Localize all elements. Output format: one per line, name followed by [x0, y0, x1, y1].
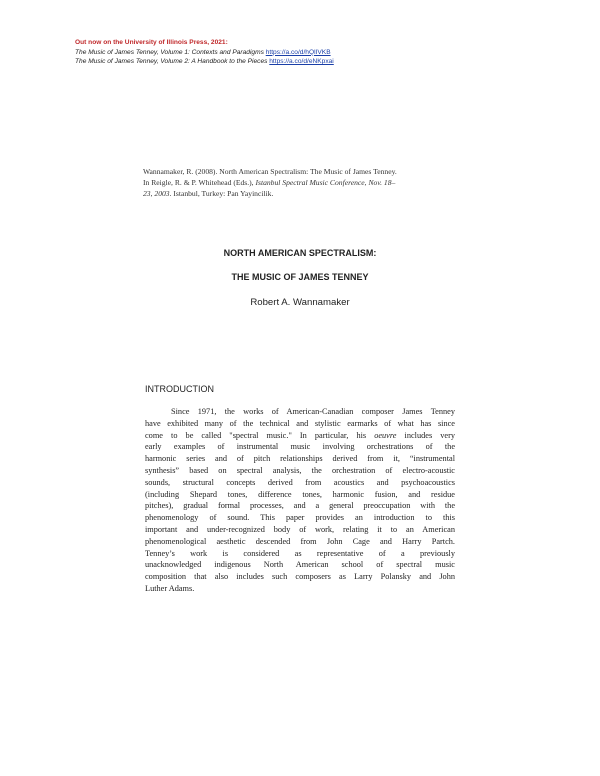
paragraph-line: harmonic series and of pitch relationships derived from it, “instrumental	[145, 454, 455, 464]
paragraph-line: phenomenology of sound. This paper provides an introduction to this	[145, 513, 455, 523]
paragraph-line: important and under-recognized body of work, relating it to an American	[145, 524, 455, 534]
section-heading: INTRODUCTION	[145, 384, 214, 394]
banner-line-volume-2	[75, 57, 334, 67]
volume-1-title: The Music of James Tenney, Volume 1: Contexts and Paradigms	[75, 48, 264, 56]
paragraph-line: unacknowledged indigenous North American school of spectral music	[145, 560, 455, 570]
paragraph-line: synthesis” based on spectral analysis, the orchestration of electro-acoustic	[145, 465, 455, 475]
paragraph-line	[145, 430, 455, 442]
paragraph-line: Tenney’s work is considered as representative of a previously	[145, 548, 455, 558]
volume-2-title: The Music of James Tenney, Volume 2: A Handbook to the Pieces	[75, 58, 268, 65]
paragraph-line: pitches), gradual formal processes, and a general preoccupation with the	[145, 501, 455, 511]
banner-line-volume-1	[75, 48, 334, 58]
paper-title-line-2: THE MUSIC OF JAMES TENNEY	[231, 272, 369, 282]
promo-banner	[75, 38, 334, 67]
paragraph-line: early examples of instrumental music involving orchestrations of the	[145, 442, 455, 452]
paragraph-line: composition that also includes such composers as Larry Polansky and John	[145, 572, 455, 582]
paragraph-line-end: includes very	[396, 430, 455, 440]
paragraph-line-start: come to be called "spectral music." In particular, his	[145, 430, 367, 440]
citation-line: Wannamaker, R. (2008). North American Spectralism: The Music of James Tenney.	[143, 167, 397, 176]
citation-publisher: . Istanbul, Turkey: Pan Yayincilik.	[169, 189, 274, 198]
citation-line	[143, 177, 461, 188]
paragraph-line: Since 1971, the works of American-Canadian composer James Tenney	[171, 407, 455, 416]
author-name: Robert A. Wannamaker	[250, 297, 350, 308]
citation-editors: In Reigle, R. & P. Whitehead (Eds.),	[143, 178, 256, 187]
citation-line	[143, 188, 461, 199]
introduction-paragraph	[145, 406, 455, 595]
paragraph-line: Luther Adams.	[145, 583, 195, 593]
oeuvre-word: oeuvre	[374, 430, 397, 440]
volume-1-link[interactable]: https://a.co/d/hQlIVKB	[265, 48, 331, 56]
paragraph-line: phenomenological aesthetic descended from John Cage and Harry Partch.	[145, 536, 455, 546]
paragraph-line: (including Shepard tones, difference tones, harmonic fusion, and residue	[145, 489, 455, 499]
conference-name: Istanbul Spectral Music Conference, Nov. 18–	[255, 178, 396, 187]
paragraph-line: sounds, structural concepts derived from acoustics and psychoacoustics	[145, 477, 455, 487]
banner-headline: Out now on the University of Illinois Press, 2021:	[75, 39, 228, 46]
citation-block	[143, 166, 461, 199]
paper-title-line-1: NORTH AMERICAN SPECTRALISM:	[223, 248, 377, 258]
volume-2-link[interactable]: https://a.co/d/eNKpxai	[269, 58, 334, 65]
paragraph-line: have exhibited many of the technical and stylistic earmarks of what has since	[145, 418, 455, 428]
conference-dates: 23, 2003	[143, 189, 170, 198]
